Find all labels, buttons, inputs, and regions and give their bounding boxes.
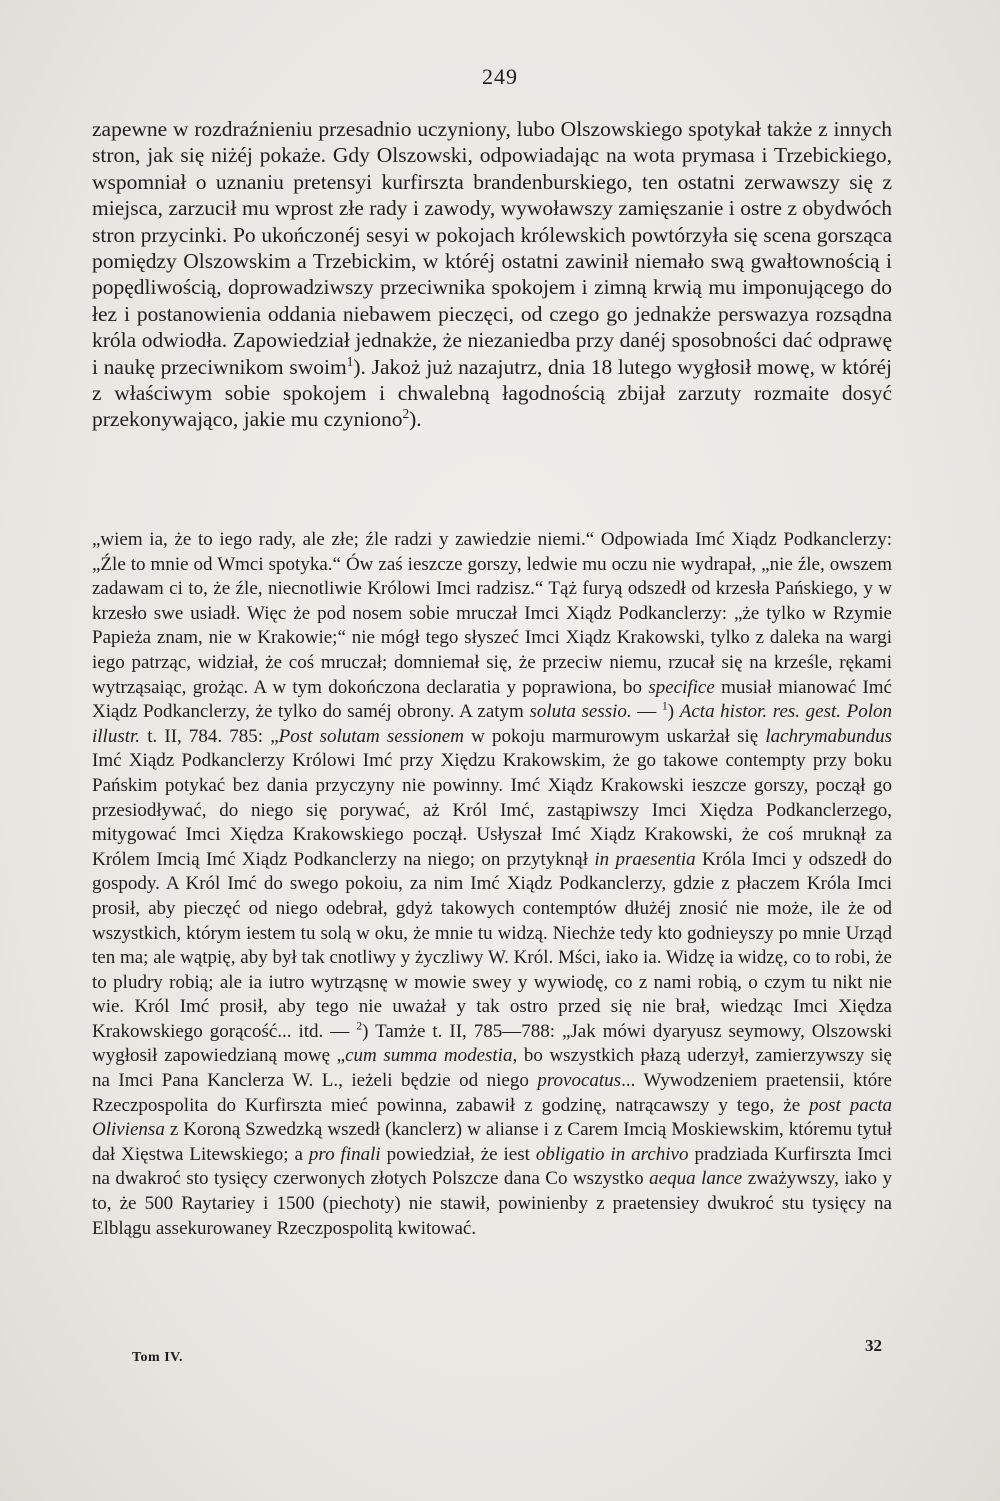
footnote-ref: 2 — [356, 1019, 363, 1033]
text-run: zważywszy, iako y to, że 500 Raytariey i 1500 (piechoty) nie stawił, powinienby z praetensiey dwukroć stu tysięcy na Elblągu assekurowaney Rzeczpospolitą kwitować. — [92, 1168, 893, 1239]
text-run: ) — [667, 701, 680, 723]
footnote-ref: 2 — [402, 406, 410, 422]
italic-phrase: Acta histor. res. gest. Polon illustr. — [92, 701, 893, 747]
footnotes — [92, 528, 892, 1241]
footnote-ref: 1 — [661, 699, 668, 713]
text-run: powiedział, że iest — [380, 1143, 536, 1165]
italic-phrase: specifice — [648, 676, 715, 698]
text-run: Imć Xiądz Podkanclerzy Królowi Imć przy Xiędzu Krakowskim, że go takowe contempty przy boku Pańskim potykać bez dania przyczyny nie powinny. Imć Xiądz Krakowski ieszcze gorszy, począł go przesiodływać, do niego się porywać, aż Król Imć, zastąpiwszy Imci Xiędza Podkanclerzego, mitygować Imci Xiędza Krakowskiego począł. Usłyszał Imć Xiądz Krakowski, że coś mruknął za Królem Imcią Imć Xiądz Podkanclerzy na niego; on przytyknął — [92, 750, 892, 870]
italic-phrase: in praesentia — [594, 848, 696, 870]
page-footer — [92, 1336, 892, 1376]
text-run: — — [631, 701, 662, 723]
main-text — [92, 116, 892, 433]
text-run: pradziada Kurfirszta Imci na dwakroć sto tysięcy czerwonych złotych Polszcze dana Co wszystko — [92, 1143, 893, 1190]
italic-phrase: soluta sessio. — [529, 701, 632, 723]
text-run: Króla Imci y odszedł do gospody. A Król Imć do swego pokoiu, za nim Imć Xiądz Podkanclerzy, gdzie z płaczem Króla Imci prosił, aby pieczęć od niego odebrał, gdyż takowych contemptów dłużéj znosić nie może, ile że od wszystkich, którym iestem tu solą w oku, że mnie tu widzą. Niechże tedy kto godnieyszy po mnie Urząd ten ma; ale wątpię, aby był tak cnotliwy y życzliwy W. Król. Mści, iako ia. Widzę ia widzę, co to robi, że to pludry robią; ale ia iutro wytrząsnę w mowie swey y wywiodę, co z nami robią, o czym tu nikt nie wie. Król Imć prosił, aby tego nie uważał y tak ostro przed się nie brał, wiedząc Imci Xiędza Krakowskiego gorącość... itd. — — [92, 848, 893, 1042]
text-run: w pokoju marmurowym uskarżał się — [463, 725, 766, 747]
italic-phrase: provocatus — [537, 1070, 622, 1092]
page-number: 249 — [482, 64, 518, 89]
text-run: „wiem ia, że to iego rady, ale złe; źle radzi y zawiedzie niemi.“ Odpowiada Imć Xiądz Podkanclerzy: „Źle to mnie od Wmci spotyka.“ Ów zaś ieszcze gorszy, ledwie mu oczu nie wydrapał, „nie źle, owszem zadawam ci to, że źle, niecnotliwie Królowi Imci radzisz.“ Tąż furyą odszedł od krzesła Pańskiego, y w krzesło swe usiadł. Więc że pod nosem sobie mruczał Imci Xiądz Podkanclerzy: „że tylko w Rzymie Papieża znam, nie w Krakowie;“ nie mógł tego słyszeć Imci Xiądz Krakowski, tylko z daleka na wargi iego patrząc, widział, że coś mruczał; domniemał się, że przeciw niemu, rzucał się na krześle, rękami wytrząsaiąc, grożąc. A w tym dokończona declaratia y poprawiona, bo — [92, 529, 892, 698]
text-run: ). — [409, 407, 422, 432]
volume-label: Tom IV. — [132, 1350, 183, 1365]
text-run: musiał mianować Imć Xiądz Podkanclerzy, że tylko do saméj obrony. A zatym — [92, 676, 892, 723]
footnote-ref: 1 — [346, 353, 354, 369]
italic-phrase: lachrymabundus — [765, 725, 892, 747]
text-run: ) Tamże t. II, 785—788: „Jak mówi dyaryusz seymowy, Olszowski wygłosił zapowiedzianą mowę „ — [92, 1020, 893, 1067]
text-run: , bo wszystkich płazą uderzył, zamierzywszy się na Imci Pana Kanclerza W. L., ieżeli będzie od niego — [92, 1045, 892, 1092]
text-run: zapewne w rozdraźnieniu przesadnio uczyniony, lubo Olszowskiego spotykał także z innych stron, jak się niżéj pokaże. Gdy Olszowski, odpowiadając na wota prymasa i Trzebickiego, wspomniał o uznaniu pretensyi kurfirszta brandenburskiego, ten ostatni zerwawszy się z miejsca, zarzucił mu wprost złe rady i zawody, wywoławszy zamięszanie i ostre z obydwóch stron przycinki. Po ukończonéj sesyi w pokojach królewskich powtórzyła się scena gorsząca pomiędzy Olszowskim a Trzebickim, w któréj ostatni zawinił niemało swą gwałtownością i popędliwością, doprowadziwszy przeciwnika spokojem i zimną krwią mu imponującego do łez i postanowienia oddania niebawem pieczęci, od czego go jednakże perswazya rozsądna króla odwiodła. Zapowiedział jednakże, że niezaniedba przy danéj sposobności dać odprawę i naukę przeciwnikom swoim — [92, 117, 892, 379]
italic-phrase: Post solutam sessionem — [278, 725, 464, 747]
text-run: z Koroną Szwedzką wszedł (kanclerz) w alianse i z Carem Imcią Moskiewskim, któremu tytuł dał Xięstwa Litewskiego; a — [92, 1119, 892, 1165]
italic-phrase: obligatio in archivo — [535, 1143, 689, 1165]
italic-phrase: post pacta Oliviensa — [92, 1094, 892, 1141]
printer-signature: 32 — [865, 1336, 882, 1355]
italic-phrase: pro finali — [308, 1143, 381, 1165]
text-run: ... Wywodzeniem praetensii, które Rzeczpospolita do Kurfirszta mieć powinna, zabawił z godzinę, natrącawszy y tego, że — [92, 1070, 892, 1116]
italic-phrase: cum summa modestia — [345, 1045, 513, 1067]
text-run: ). Jakoż już nazajutrz, dnia 18 lutego wygłosił mowę, w któréj z właściwym sobie spokojem i chwalebną łagodnością zbijał zarzuty rozmaite dosyć przekonywająco, jakie mu czyniono — [92, 354, 892, 432]
text-run: t. II, 784. 785: „ — [140, 725, 279, 747]
italic-phrase: aequa lance — [649, 1168, 743, 1190]
